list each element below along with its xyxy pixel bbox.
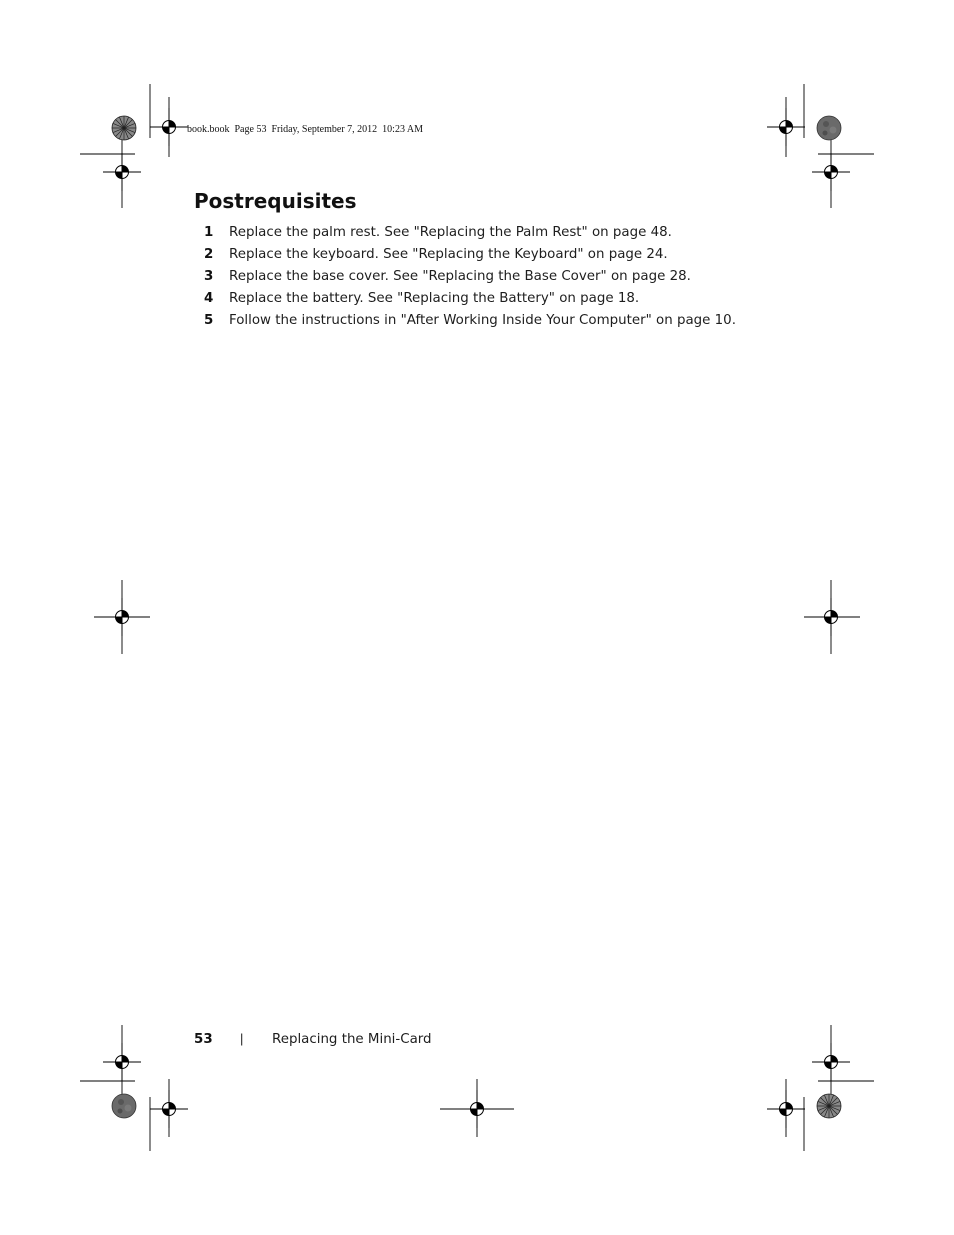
step-number: 5 [204, 313, 214, 328]
footer-section-name: Replacing the Mini-Card [272, 1032, 432, 1047]
step-item [194, 312, 854, 334]
step-item [194, 290, 854, 312]
steps-list [194, 224, 854, 334]
step-text: Replace the battery. See "Replacing the Battery" on page 18. [229, 291, 640, 306]
step-number: 2 [204, 247, 214, 262]
step-text: Replace the keyboard. See "Replacing the Keyboard" on page 24. [229, 247, 668, 262]
step-text: Replace the palm rest. See "Replacing the Palm Rest" on page 48. [229, 225, 672, 240]
step-number: 1 [204, 225, 214, 240]
footer-separator: | [240, 1031, 244, 1046]
step-text: Follow the instructions in "After Working Inside Your Computer" on page 10. [229, 313, 736, 328]
step-text: Replace the base cover. See "Replacing the Base Cover" on page 28. [229, 269, 691, 284]
step-item [194, 246, 854, 268]
page-number: 53 [194, 1032, 213, 1047]
step-number: 3 [204, 269, 214, 284]
print-header: book.book Page 53 Friday, September 7, 2012 10:23 AM [187, 124, 424, 135]
section-title: Postrequisites [194, 189, 357, 213]
step-item [194, 224, 854, 246]
step-number: 4 [204, 291, 214, 306]
step-item [194, 268, 854, 290]
